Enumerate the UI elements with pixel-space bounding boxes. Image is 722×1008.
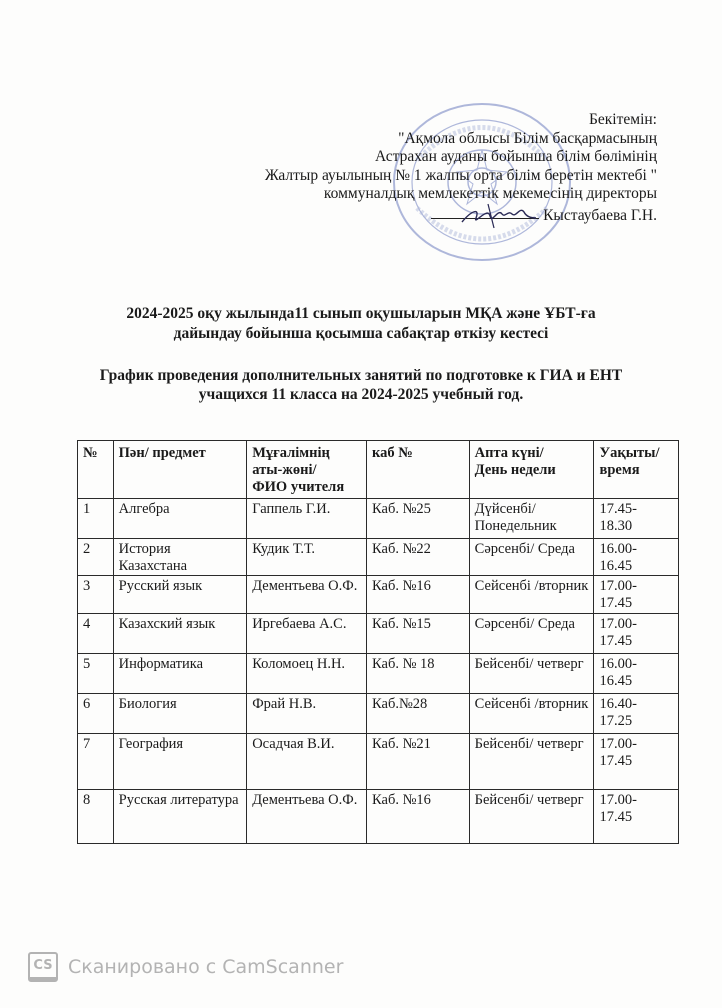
header-number: № xyxy=(78,441,114,499)
header-day-line: День недели xyxy=(474,462,556,478)
approval-line: Жалтыр ауылының № 1 жалпы орта білім беретін мектебі " xyxy=(264,166,657,184)
title-russian-line: учащихся 11 класса на 2024-2025 учебный год. xyxy=(198,386,524,403)
cell-number: 5 xyxy=(78,654,114,694)
cell-room: Каб. № 18 xyxy=(367,654,470,694)
cell-teacher: Фрай Н.В. xyxy=(247,694,367,734)
cell-subject: Биология xyxy=(113,694,247,734)
cell-subject: Русская литература xyxy=(113,790,247,844)
cell-day: Сейсенбі /вторник xyxy=(469,576,594,614)
title-kazakh-line: дайындау бойынша қосымша сабақтар өткізу кестесі xyxy=(173,325,549,342)
cell-teacher: Кудик Т.Т. xyxy=(247,539,367,576)
cell-number: 7 xyxy=(78,734,114,790)
table-row xyxy=(78,539,679,576)
cell-teacher: Иргебаева А.С. xyxy=(247,614,367,654)
header-room: каб № xyxy=(367,441,470,499)
camscanner-watermark xyxy=(28,952,343,982)
cell-number: 1 xyxy=(78,499,114,539)
header-teacher xyxy=(247,441,367,499)
title-kazakh xyxy=(0,304,722,344)
cell-teacher: Дементьева О.Ф. xyxy=(247,790,367,844)
table-row xyxy=(78,694,679,734)
table-header-row xyxy=(78,441,679,499)
cell-room: Каб. №25 xyxy=(367,499,470,539)
title-russian xyxy=(0,366,722,404)
header-teacher-line: аты-жөні/ xyxy=(252,462,317,478)
table-row xyxy=(78,734,679,790)
table-row xyxy=(78,790,679,844)
cell-teacher: Осадчая В.И. xyxy=(247,734,367,790)
cell-subject: Информатика xyxy=(113,654,247,694)
cell-number: 8 xyxy=(78,790,114,844)
header-day xyxy=(469,441,594,499)
cell-time: 17.00- 17.45 xyxy=(594,734,679,790)
approval-line: Астрахан ауданы бойынша білім бөлімінің xyxy=(374,148,657,165)
cell-room: Каб. №16 xyxy=(367,576,470,614)
approval-line: "Ақмола облысы Білім басқармасының xyxy=(398,129,657,147)
schedule-table xyxy=(77,440,679,844)
cell-day: Бейсенбі/ четверг xyxy=(469,734,594,790)
header-teacher-line: ФИО учителя xyxy=(252,479,345,495)
header-subject: Пән/ предмет xyxy=(113,441,247,499)
cell-room: Каб.№28 xyxy=(367,694,470,734)
cell-day: Бейсенбі/ четверг xyxy=(469,790,594,844)
header-time-line: время xyxy=(599,462,640,478)
title-kazakh-line: 2024-2025 оқу жылында11 сынып оқушыларын МҚА және ҰБТ-ға xyxy=(126,305,596,322)
cell-subject: История Казахстана xyxy=(113,539,247,576)
cell-time: 17.00- 17.45 xyxy=(594,576,679,614)
cell-room: Каб. №22 xyxy=(367,539,470,576)
cell-teacher: Гаппель Г.И. xyxy=(247,499,367,539)
cell-subject: Казахский язык xyxy=(113,614,247,654)
cell-day: Бейсенбі/ четверг xyxy=(469,654,594,694)
handwritten-signature xyxy=(458,200,538,230)
approval-line: коммуналдық мемлекеттік мекемесінің директоры xyxy=(323,185,657,202)
header-day-line: Апта күні/ xyxy=(474,445,544,461)
cell-subject: Русский язык xyxy=(113,576,247,614)
cell-time: 17.00- 17.45 xyxy=(594,614,679,654)
cell-time: 17.45- 18.30 xyxy=(594,499,679,539)
header-time-line: Уақыты/ xyxy=(599,445,660,461)
header-teacher-line: Мұғалімнің xyxy=(252,445,330,461)
title-russian-line: График проведения дополнительных занятий по подготовке к ГИА и ЕНТ xyxy=(99,367,623,384)
cell-number: 4 xyxy=(78,614,114,654)
cell-day: Сейсенбі /вторник xyxy=(469,694,594,734)
approval-line: Бекітемін: xyxy=(589,111,657,128)
cell-number: 6 xyxy=(78,694,114,734)
cell-teacher: Дементьева О.Ф. xyxy=(247,576,367,614)
cell-time: 16.00- 16.45 xyxy=(594,654,679,694)
cell-time: 17.00- 17.45 xyxy=(594,790,679,844)
table-row xyxy=(78,654,679,694)
cell-teacher: Коломоец Н.Н. xyxy=(247,654,367,694)
signatory-name: Кыстаубаева Г.Н. xyxy=(543,206,657,224)
cell-number: 3 xyxy=(78,576,114,614)
cell-time: 16.40- 17.25 xyxy=(594,694,679,734)
cell-day: Сәрсенбі/ Среда xyxy=(469,539,594,576)
cell-room: Каб. №15 xyxy=(367,614,470,654)
cell-time: 16.00- 16.45 xyxy=(594,539,679,576)
cell-day: Сәрсенбі/ Среда xyxy=(469,614,594,654)
cell-room: Каб. №21 xyxy=(367,734,470,790)
camscanner-logo-icon: CS xyxy=(28,952,58,982)
table-row xyxy=(78,614,679,654)
camscanner-text: Сканировано с CamScanner xyxy=(68,956,344,978)
table-row xyxy=(78,499,679,539)
cell-number: 2 xyxy=(78,539,114,576)
table-row xyxy=(78,576,679,614)
cell-day: Дүйсенбі/ Понедельник xyxy=(469,499,594,539)
cell-room: Каб. №16 xyxy=(367,790,470,844)
header-time xyxy=(594,441,679,499)
cell-subject: Алгебра xyxy=(113,499,247,539)
cell-subject: География xyxy=(113,734,247,790)
